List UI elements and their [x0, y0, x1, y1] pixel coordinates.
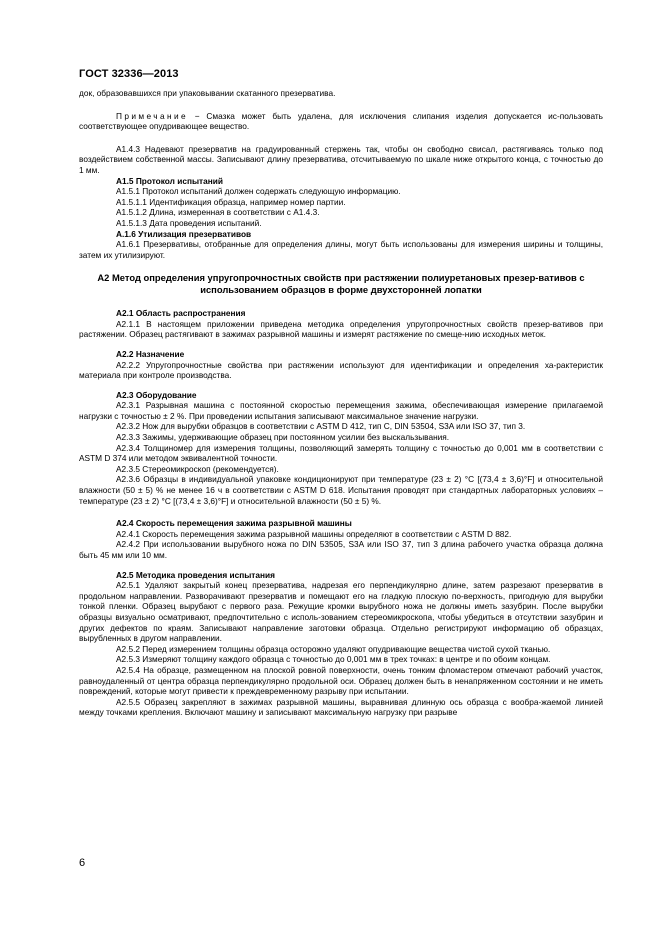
text-paragraph: А2.5.3 Измеряют толщину каждого образца с точностью до 0,001 мм в трех точках: в центре и по обоим концам.: [116, 654, 551, 665]
text-paragraph: А2.3.4 Толщиномер для измерения толщины, позволяющий замерять толщину с точностью до 0,001 мм в соответствии с ASTM D 374 или методом эквивалентной точности.: [79, 442, 603, 464]
subsection-heading: А2.2 Назначение: [116, 348, 185, 359]
note-paragraph: [79, 111, 603, 132]
note-label: Примечание: [116, 110, 189, 121]
document-body: [79, 88, 603, 718]
text-paragraph: А2.5.2 Перед измерением толщины образца осторожно удаляют опудривающие вещества чистой сухой тканью.: [116, 643, 551, 654]
section-title: А2 Метод определения упругопрочностных свойств при растяжении полиуретановых презер-вативов с использованием образцов в форме двухсторонней лопатки: [97, 272, 585, 295]
subsection-heading: А2.5 Методика проведения испытания: [116, 569, 275, 580]
document-header: ГОСТ 32336—2013: [79, 68, 179, 80]
text-paragraph: А1.5.1.2 Длина, измеренная в соответствии с А1.4.3.: [116, 207, 320, 218]
subsection-heading: А1.5 Протокол испытаний: [116, 175, 223, 186]
text-paragraph: А2.3.2 Нож для вырубки образцов в соответствии с ASTM D 412, тип С, DIN 53504, S3A или ISO 37, тип 3.: [116, 421, 526, 432]
page-number: 6: [79, 857, 86, 869]
text-paragraph: А1.5.1.1 Идентификация образца, например номер партии.: [116, 196, 346, 207]
text-paragraph: А2.3.1 Разрывная машина с постоянной скоростью перемещения зажима, обеспечивающая измерение прилагаемой нагрузки с точностью ± 2 %. При проведении испытания записывают максимальное значение нагрузки.: [79, 400, 603, 421]
text-paragraph: А2.4.2 При использовании вырубного ножа по DIN 53505, S3A или ISO 37, тип 3 длина рабочего участка образца должна быть 45 мм или 10 мм.: [79, 539, 603, 560]
subsection-heading: А2.3 Оборудование: [116, 389, 197, 400]
text-paragraph: А1.6.1 Презервативы, отобранные для определения длины, могут быть использованы для измерения ширины и толщины, затем их утилизируют.: [79, 239, 603, 260]
text-paragraph: А2.4.1 Скорость перемещения зажима разрывной машины определяют в соответствии с ASTM D 882.: [116, 528, 512, 539]
text-paragraph: док, образовавшихся при упаковывании скатанного презерватива.: [79, 88, 336, 98]
text-paragraph: А1.5.1.3 Дата проведения испытаний.: [116, 217, 262, 228]
subsection-heading: А.1.6 Утилизация презервативов: [116, 228, 252, 239]
text-paragraph: А2.1.1 В настоящем приложении приведена методика определения упругопрочностных свойств презер-вативов при растяжении. Образец растягивают в зажимах разрывной машины и измерят растяжение по смеще-нию исходных меток.: [79, 318, 603, 340]
subsection-heading: А2.1 Область распространения: [116, 308, 246, 319]
text-paragraph: А2.5.5 Образец закрепляют в зажимах разрывной машины, выравнивая длинную ось образца с вообра-жаемой линией между точками крепления. Включают машину и записывают максимальную нагрузку при разрыве: [79, 696, 603, 718]
text-paragraph: А2.5.4 На образце, размещенном на плоской ровной поверхности, очень тонким фломастером отмечают рабочий участок, равноудаленный от центра образца перпендикулярно продольной оси. Образец должен быть в ненапряженном состоянии и не иметь повреждений, которые могут привести к преждевременному разрыву при испытании.: [79, 664, 603, 697]
text-paragraph: А2.3.3 Зажимы, удерживающие образец при постоянном усилии без выскальзывания.: [116, 432, 450, 443]
text-paragraph: А1.4.3 Надевают презерватив на градуированный стержень так, чтобы он свободно свисал, растягиваясь только под воздействием собственной массы. Записывают длину презерватива, отсчитываемую по шкале ниже открытого конца, с точностью до 1 мм.: [79, 143, 603, 175]
text-paragraph: А2.3.6 Образцы в индивидуальной упаковке кондиционируют при температуре (23 ± 2) °С [(73,4 ± 3,6)°F] и относительной влажности (50 ± 5) % не менее 16 ч в соответствии с ASTM D 618. Испытания проводят при стандартных лабораторных условиях – температуре (23 ± 2) °С [(73,4 ± 3,6)°F] и относительной влажности (50 ± 5) %.: [79, 474, 603, 506]
text-paragraph: А2.3.5 Стереомикроскоп (рекомендуется).: [116, 463, 279, 474]
text-paragraph: А2.5.1 Удаляют закрытый конец презерватива, надрезая его перпендикулярно длине, затем разрезают презерватив в продольном направлении. Разворачивают презерватив и помещают его на гладкую плоскую по-верхность, пригодную для вырубки тонкой пленки. Образец вырубают с первого раза. Режущие кромки вырубного ножа не должны иметь зазубрин. После вырубки образцы визуально осматривают, предпочтительно с исполь-зованием стереомикроскопа, чтобы убедиться в отсутствии зазубрин и других дефектов по краям. Записывают направление заготовки образца. Отдельно регистрируют информацию об образцах, вырубленных в другом направлении.: [79, 580, 603, 644]
subsection-heading: А2.4 Скорость перемещения зажима разрывной машины: [116, 518, 352, 529]
text-paragraph: А2.2.2 Упругопрочностные свойства при растяжении используют для идентификации и определения ха-рактеристик материала при контроле производства.: [79, 359, 603, 381]
note-text: − Смазка может быть удалена, для исключения слипания изделия допускается ис-пользовать соответствующее опудривающее вещество.: [79, 110, 603, 132]
text-paragraph: А1.5.1 Протокол испытаний должен содержать следующую информацию.: [116, 186, 401, 197]
